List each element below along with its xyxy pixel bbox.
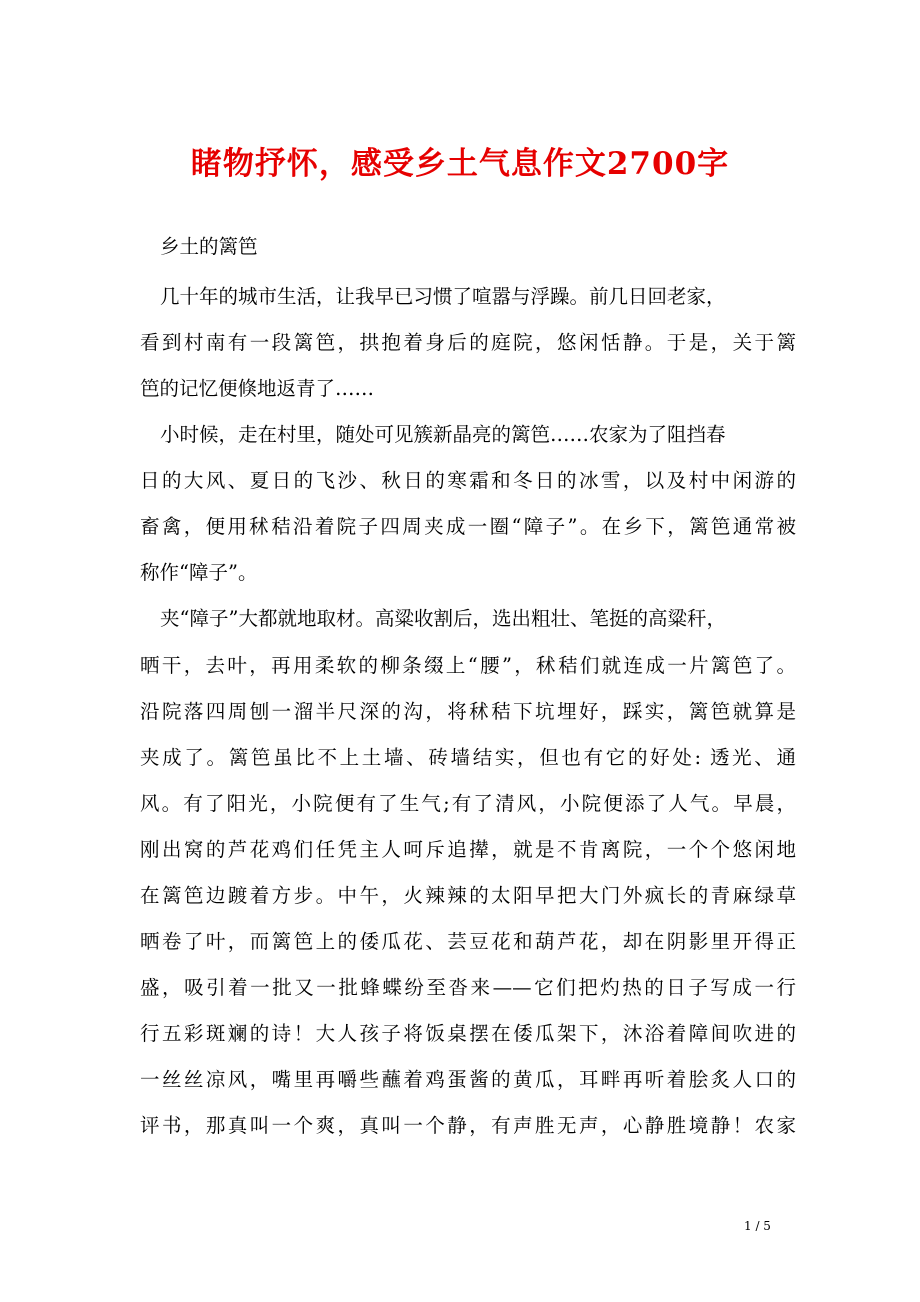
paragraph-line: 笆的记忆便倏地返青了…… (140, 377, 375, 400)
page-number: 1 / 5 (744, 1219, 771, 1233)
paragraph-line: 日的大风、夏日的飞沙、秋日的寒霜和冬日的冰雪，以及村中闲游的 (140, 469, 796, 492)
section-heading: 乡土的篱笆 (160, 235, 258, 258)
paragraph-line: 盛，吸引着一批又一批蜂蝶纷至沓来——它们把灼热的日子写成一行 (140, 976, 796, 999)
paragraph-line: 看到村南有一段篱笆，拱抱着身后的庭院，悠闲恬静。于是，关于篱 (140, 331, 796, 354)
paragraph-line: 夹“障子”大都就地取材。高粱收割后，选出粗壮、笔挺的高粱秆， (160, 607, 726, 630)
paragraph-line: 一丝丝凉风，嘴里再嚼些蘸着鸡蛋酱的黄瓜，耳畔再听着脍炙人口的 (140, 1068, 796, 1091)
document-title: 睹物抒怀，感受乡土气息作文2700字 (190, 146, 730, 182)
paragraph-line: 晒干，去叶，再用柔软的柳条缀上“腰”，秫秸们就连成一片篱笆了。 (140, 654, 796, 677)
paragraph-line: 行五彩斑斓的诗！大人孩子将饭桌摆在倭瓜架下，沐浴着障间吹进的 (140, 1022, 796, 1045)
paragraph-line: 沿院落四周刨一溜半尺深的沟，将秫秸下坑埋好，踩实，篱笆就算是 (140, 700, 796, 723)
paragraph-line: 夹成了。篱笆虽比不上土墙、砖墙结实，但也有它的好处: 透光、通 (140, 746, 796, 769)
paragraph-line: 在篱笆边踱着方步。中午，火辣辣的太阳早把大门外疯长的青麻绿草 (140, 884, 796, 907)
paragraph-line: 畜禽，便用秫秸沿着院子四周夹成一圈“障子”。在乡下，篱笆通常被 (140, 515, 796, 538)
paragraph-line: 几十年的城市生活，让我早已习惯了喧嚣与浮躁。前几日回老家， (160, 285, 726, 308)
paragraph-line: 评书，那真叫一个爽，真叫一个静，有声胜无声，心静胜境静！农家 (140, 1114, 796, 1137)
paragraph-line: 称作“障子”。 (140, 561, 258, 584)
paragraph-line: 晒卷了叶，而篱笆上的倭瓜花、芸豆花和葫芦花，却在阴影里开得正 (140, 930, 796, 953)
paragraph-line: 风。有了阳光，小院便有了生气;有了清风，小院便添了人气。早晨， (140, 792, 796, 815)
paragraph-line: 刚出窝的芦花鸡们任凭主人呵斥追撵，就是不肯离院，一个个悠闲地 (140, 838, 796, 861)
paragraph-line: 小时候，走在村里，随处可见簇新晶亮的篱笆……农家为了阻挡春 (160, 423, 726, 446)
